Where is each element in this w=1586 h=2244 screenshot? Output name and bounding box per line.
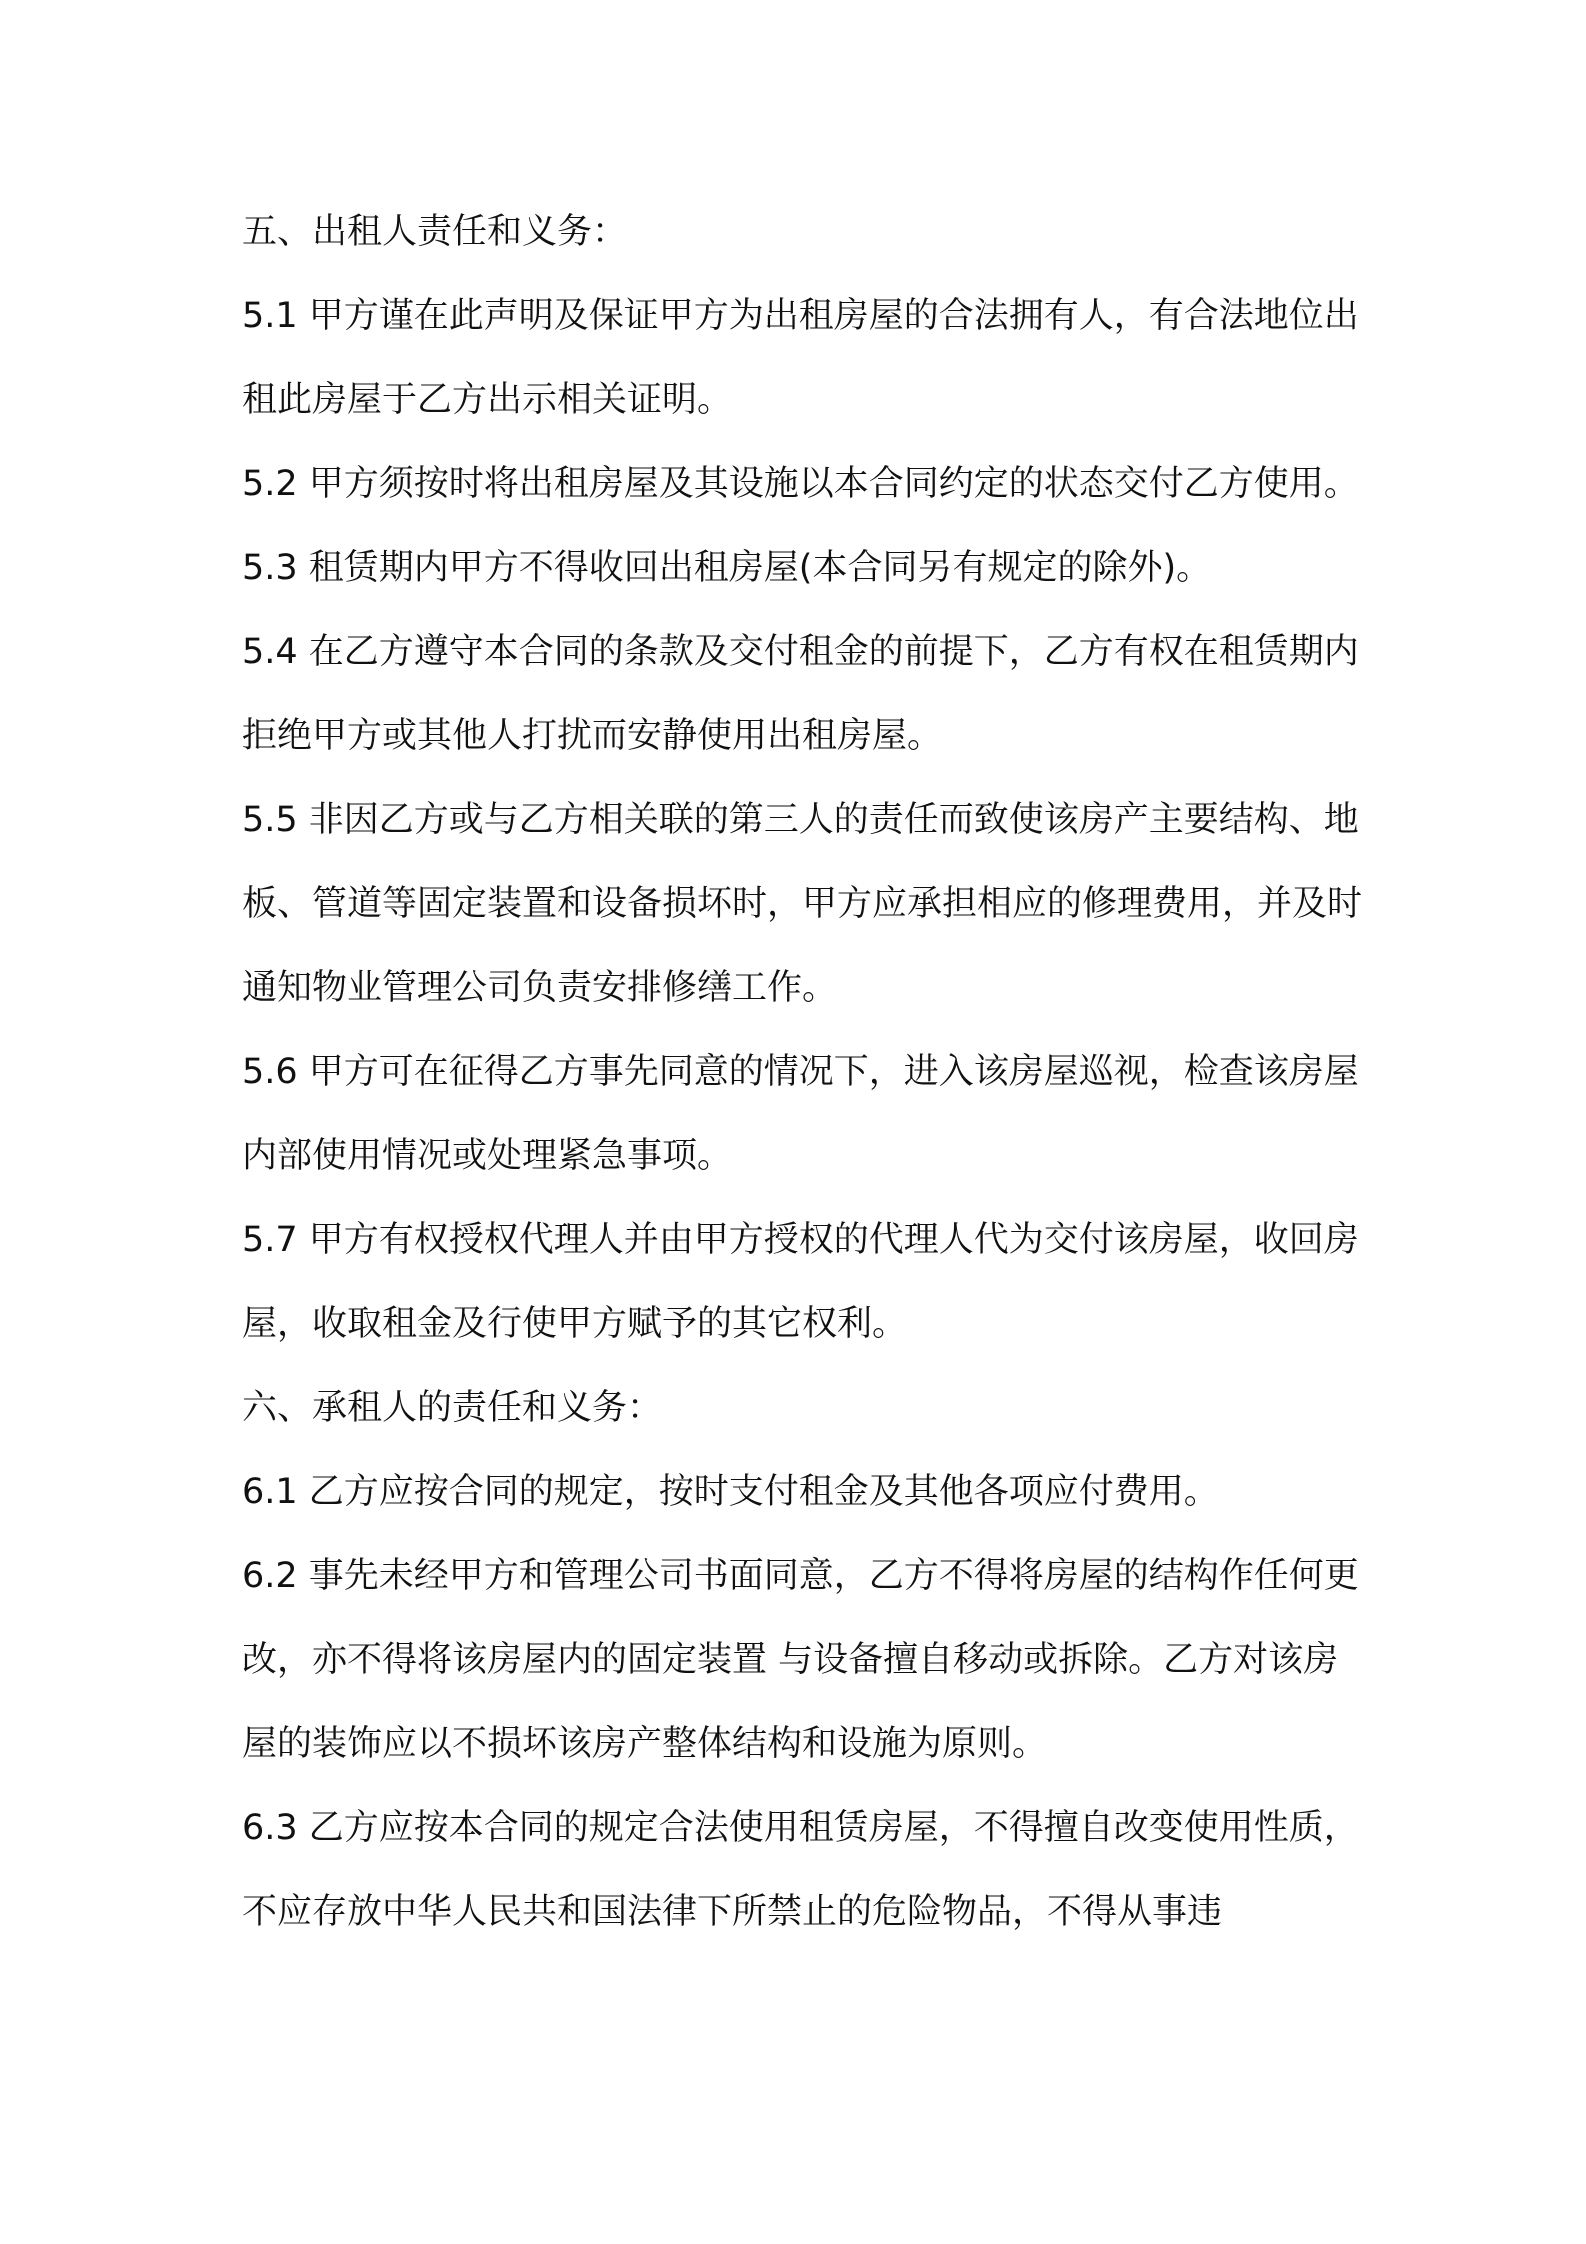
document-body [242,190,1367,1954]
clause-5-2: 5.2 甲方须按时将出租房屋及其设施以本合同约定的状态交付乙方使用。 [242,464,1359,504]
section-5-heading: 五、出租人责任和义务： [242,212,628,252]
clause-5-1: 5.1 甲方谨在此声明及保证甲方为出租房屋的合法拥有人，有合法地位出租此房屋于乙方出示相关证明。 [242,296,1359,420]
clause-5-4: 5.4 在乙方遵守本合同的条款及交付租金的前提下，乙方有权在租赁期内拒绝甲方或其他人打扰而安静使用出租房屋。 [242,632,1359,756]
section-6-heading: 六、承租人的责任和义务： [242,1388,663,1428]
clause-5-3: 5.3 租赁期内甲方不得收回出租房屋(本合同另有规定的除外)。 [242,548,1212,588]
clause-6-3: 6.3 乙方应按本合同的规定合法使用租赁房屋，不得擅自改变使用性质，不应存放中华人民共和国法律下所禁止的危险物品，不得从事违 [242,1808,1359,1932]
clause-6-2: 6.2 事先未经甲方和管理公司书面同意，乙方不得将房屋的结构作任何更改，亦不得将该房屋内的固定装置 与设备擅自移动或拆除。乙方对该房屋的装饰应以不损坏该房产整体结构和设施为原则。 [242,1556,1359,1764]
clause-6-1: 6.1 乙方应按合同的规定，按时支付租金及其他各项应付费用。 [242,1472,1219,1512]
clause-5-6: 5.6 甲方可在征得乙方事先同意的情况下，进入该房屋巡视，检查该房屋内部使用情况或处理紧急事项。 [242,1052,1359,1176]
clause-5-5: 5.5 非因乙方或与乙方相关联的第三人的责任而致使该房产主要结构、地板、管道等固定装置和设备损坏时，甲方应承担相应的修理费用，并及时通知物业管理公司负责安排修缮工作。 [242,800,1363,1008]
clause-5-7: 5.7 甲方有权授权代理人并由甲方授权的代理人代为交付该房屋，收回房屋，收取租金及行使甲方赋予的其它权利。 [242,1220,1359,1344]
